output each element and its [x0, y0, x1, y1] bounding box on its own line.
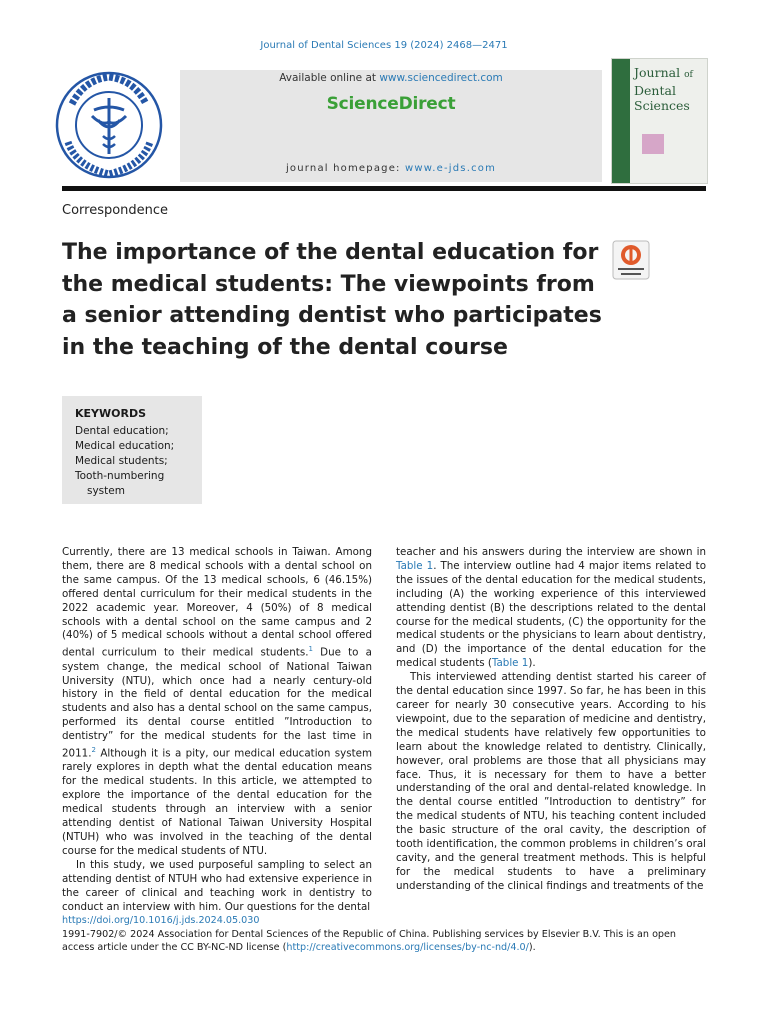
sciencedirect-logo: ScienceDirect	[326, 94, 456, 114]
body-column-right	[396, 546, 706, 894]
society-logo	[54, 70, 164, 180]
keyword-item: Medical students;	[75, 455, 168, 467]
homepage-link[interactable]: www.e-jds.com	[405, 163, 497, 174]
cover-title-word: Dental	[634, 83, 676, 98]
paragraph: In this study, we used purposeful sampling to select an attending dentist of NTUH who had extensive experience in the career of clinical and teaching work in dentistry to conduct an interview with him. Our questions for the dental	[62, 858, 372, 913]
license-text	[62, 928, 706, 955]
available-online	[180, 72, 602, 84]
journal-cover[interactable]	[611, 58, 708, 184]
cover-title-word: Sciences	[634, 98, 690, 113]
text-run: ).	[528, 942, 536, 953]
text-run: Although it is a pity, our medical education system rarely explores in depth what the dental education means for the medical students. In this article, we attempted to explore the importance of the dental education for the medical students through an interview with a senior attending dentist of National Taiwan University Hospital (NTUH) who was involved in the teaching of the dental course for the medical students of NTU.	[62, 747, 372, 857]
keywords-heading: KEYWORDS	[75, 407, 147, 420]
homepage-label: journal homepage:	[285, 163, 406, 174]
text-run: . The interview outline had 4 major items related to the issues of the dental education for the medical students, including (A) the working experience of this interviewed attending dentist (B) the descriptions related to the dental course for the medical students, (C) the opportunity for the medical students or the physicians to learn about dentistry, and (D) the importance of the dental education for the medical students (	[396, 559, 706, 670]
paragraph	[62, 546, 372, 859]
keyword-item: Medical education;	[75, 440, 175, 452]
article-type: Correspondence	[62, 203, 169, 218]
cover-image	[642, 134, 664, 154]
sciencedirect-link[interactable]: www.sciencedirect.com	[379, 72, 503, 84]
doi-link[interactable]: https://doi.org/10.1016/j.jds.2024.05.030	[62, 915, 260, 926]
body-column-left	[62, 546, 372, 914]
text-run: 1991-7902/© 2024 Association for Dental Sciences of the Republic of China. Publishing services by Elsevier B.V. This is an open access article under the CC BY-NC-ND license (	[62, 928, 677, 953]
text-run: teacher and his answers during the interview are shown in	[396, 546, 706, 558]
footer	[62, 914, 706, 955]
journal-citation[interactable]: Journal of Dental Sciences 19 (2024) 2468—2471	[260, 40, 508, 51]
article-title: The importance of the dental education for the medical students: The viewpoints from a senior attending dentist who participates in the teaching of the dental course	[62, 240, 602, 360]
table-link[interactable]: Table 1	[491, 657, 529, 670]
cover-strip	[612, 59, 630, 183]
header-rule	[62, 186, 706, 191]
cover-title-word: Journal	[634, 65, 681, 80]
keyword-item: Tooth-numbering	[75, 470, 165, 482]
keyword-item: Dental education;	[75, 425, 169, 437]
text-run: Currently, there are 13 medical schools in Taiwan. Among them, there are 8 medical schools with a dental school on the same campus. Of the 13 medical schools, 6 (46.15%) offered dental curriculum for their medical students in the 2022 academic year. Moreover, 4 (50%) of 8 medical schools with a dental school on the same campus and 2 (40%) of 5 medical schools without a dental school offered dental curriculum to their medical students.	[62, 546, 372, 659]
text-run: Due to a system change, the medical school of National Taiwan University (NTU), which once had a nearly century-old history in the field of dental education for the medical students and also has a dental school on the same campus, performed its dental course entitled ”Introduction to dentistry” for the medical students for the last time in 2011.	[62, 646, 372, 760]
journal-homepage	[180, 163, 602, 174]
keyword-item: system	[87, 485, 125, 497]
cover-title	[634, 65, 693, 113]
reference-link[interactable]: 1	[308, 645, 313, 654]
license-link[interactable]: http://creativecommons.org/licenses/by-nc-nd/4.0/	[286, 942, 529, 953]
paragraph	[396, 546, 706, 671]
paragraph: This interviewed attending dentist started his career of the dental education since 1997. So far, he has been in this career for nearly 30 consecutive years. According to his viewpoint, due to the separation of medicine and dentistry, the medical students have relatively few opportunities to learn about the knowledge related to dentistry. Clinically, however, oral problems are those that all physicians may face. Thus, it is necessary for them to have a better understanding of the oral and dental-related knowledge. In the dental course entitled ”Introduction to dentistry” for the medical students of NTU, his teaching content included the basic structure of the oral cavity, the description of tooth identification, the common problems in children’s oral cavity, and the general treatment methods. This is helpful for the medical students to have a preliminary understanding of the clinical findings and treatments of the	[396, 671, 706, 892]
reference-link[interactable]: 2	[91, 746, 96, 755]
table-link[interactable]: Table 1	[396, 559, 434, 572]
available-label: Available online at	[279, 72, 380, 84]
cover-title-word: of	[684, 70, 693, 80]
check-for-updates-icon[interactable]	[612, 240, 650, 280]
text-run: ).	[528, 657, 536, 670]
